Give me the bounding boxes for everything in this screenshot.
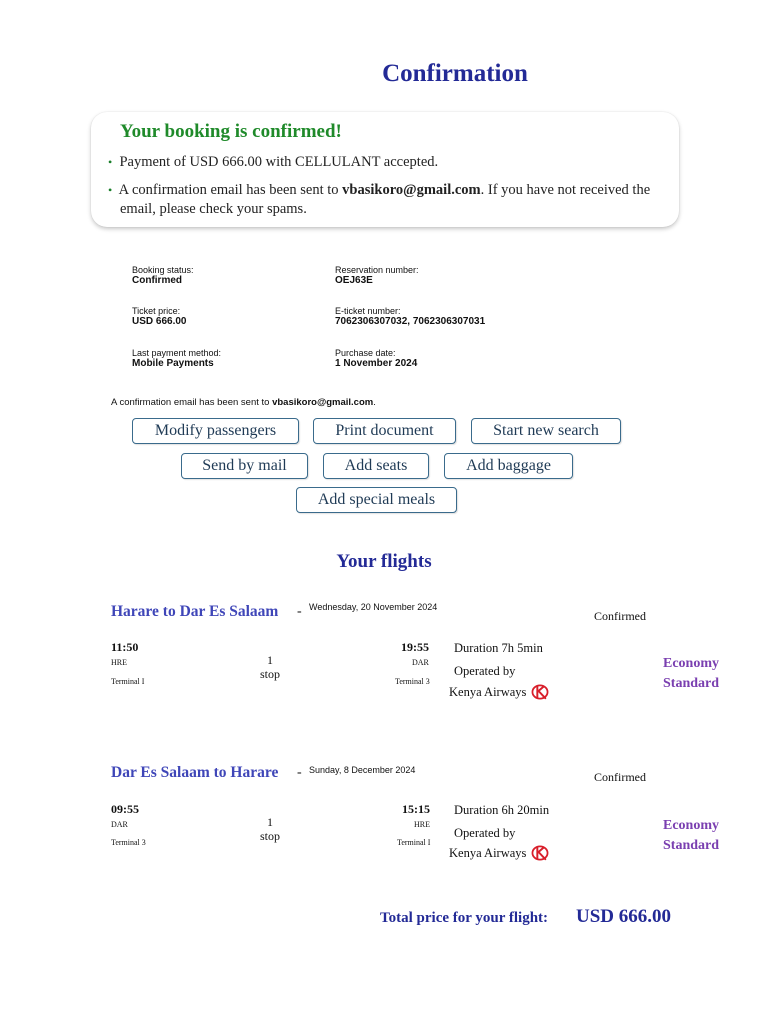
email-sent-prefix: A confirmation email has been sent to bbox=[118, 182, 343, 198]
email-sent-line bbox=[108, 181, 650, 200]
eticket-number bbox=[335, 306, 485, 327]
email-note-prefix: A confirmation email has been sent to bbox=[111, 397, 273, 408]
confirmation-card-title: Your booking is confirmed! bbox=[120, 121, 342, 142]
route-date-separator: - bbox=[297, 604, 302, 619]
eticket-number-label: E-ticket number: bbox=[335, 306, 401, 316]
email-note bbox=[111, 397, 376, 408]
flight-status: Confirmed bbox=[594, 770, 646, 784]
purchase-date-label: Purchase date: bbox=[335, 348, 396, 358]
fare-type: Standard bbox=[663, 838, 720, 853]
print-document-button[interactable]: Print document bbox=[313, 418, 456, 444]
payment-accepted-text: Payment of USD 666.00 with CELLULANT accepted. bbox=[119, 154, 439, 170]
ticket-price-value: USD 666.00 bbox=[132, 316, 187, 327]
kenya-airways-logo-icon bbox=[531, 684, 549, 700]
purchase-date bbox=[335, 348, 417, 369]
reservation-number-label: Reservation number: bbox=[335, 265, 419, 275]
start-new-search-button[interactable]: Start new search bbox=[471, 418, 621, 444]
stops-info bbox=[250, 815, 290, 843]
flight-duration: Duration 6h 20min bbox=[454, 803, 550, 817]
arrival-time: 19:55 bbox=[401, 640, 429, 654]
total-price-value: USD 666.00 bbox=[576, 906, 672, 927]
operated-by-label: Operated by bbox=[454, 826, 516, 840]
cabin-info bbox=[663, 816, 719, 856]
flight-duration: Duration 7h 5min bbox=[454, 641, 543, 655]
operated-by-label: Operated by bbox=[454, 664, 516, 678]
arrival-airport: HRE bbox=[414, 820, 430, 829]
stops-count: 1 bbox=[267, 815, 273, 829]
payment-method-label: Last payment method: bbox=[132, 348, 222, 358]
fare-type: Standard bbox=[663, 676, 720, 691]
kenya-airways-logo-icon bbox=[531, 845, 549, 861]
airline-name: Kenya Airways bbox=[449, 846, 527, 860]
departure-terminal: Terminal I bbox=[111, 677, 145, 686]
arrival-airport: DAR bbox=[412, 658, 429, 667]
arrival-terminal: Terminal 3 bbox=[395, 677, 430, 686]
flight-date: Sunday, 8 December 2024 bbox=[309, 765, 416, 775]
stops-info bbox=[250, 653, 290, 681]
stops-label: stop bbox=[259, 829, 280, 843]
cabin-class: Economy bbox=[663, 656, 719, 671]
cabin-class: Economy bbox=[663, 818, 719, 833]
departure-airport: HRE bbox=[111, 658, 127, 667]
add-seats-button[interactable]: Add seats bbox=[323, 453, 429, 479]
email-note-address: vbasikoro@gmail.com bbox=[272, 397, 374, 408]
departure-airport: DAR bbox=[111, 820, 128, 829]
departure-terminal: Terminal 3 bbox=[111, 838, 146, 847]
email-sent-line-2: email, please check your spams. bbox=[120, 201, 307, 217]
your-flights-heading: Your flights bbox=[336, 551, 432, 572]
purchase-date-value: 1 November 2024 bbox=[335, 358, 418, 369]
stops-label: stop bbox=[259, 667, 280, 681]
flight-route: Dar Es Salaam to Harare bbox=[111, 764, 279, 781]
arrival-terminal: Terminal I bbox=[397, 838, 431, 847]
email-note-suffix: . bbox=[373, 397, 376, 408]
total-price-label: Total price for your flight: bbox=[380, 910, 549, 926]
stops-count: 1 bbox=[267, 653, 273, 667]
booking-status bbox=[132, 265, 194, 286]
ticket-price-label: Ticket price: bbox=[132, 306, 181, 316]
airline-name: Kenya Airways bbox=[449, 685, 527, 699]
modify-passengers-button[interactable]: Modify passengers bbox=[132, 418, 299, 444]
add-baggage-button[interactable]: Add baggage bbox=[444, 453, 573, 479]
page-title: Confirmation bbox=[382, 60, 528, 87]
payment-accepted-line bbox=[108, 153, 438, 172]
email-sent-suffix: . If you have not received the bbox=[480, 182, 651, 198]
departure-time: 09:55 bbox=[111, 802, 139, 816]
route-date-separator: - bbox=[297, 765, 302, 780]
payment-method-value: Mobile Payments bbox=[132, 358, 214, 369]
cabin-info bbox=[663, 654, 719, 694]
flight-date: Wednesday, 20 November 2024 bbox=[309, 602, 438, 612]
flight-route: Harare to Dar Es Salaam bbox=[111, 603, 279, 620]
email-sent-address: vbasikoro@gmail.com bbox=[342, 182, 481, 198]
booking-status-value: Confirmed bbox=[132, 275, 182, 286]
arrival-time: 15:15 bbox=[402, 802, 430, 816]
reservation-number-value: OEJ63E bbox=[335, 275, 373, 286]
bullet-icon: • bbox=[108, 155, 113, 169]
bullet-icon: • bbox=[108, 183, 113, 197]
eticket-number-value: 7062306307032, 7062306307031 bbox=[335, 316, 486, 327]
send-by-mail-button[interactable]: Send by mail bbox=[181, 453, 308, 479]
flight-status: Confirmed bbox=[594, 609, 646, 623]
add-special-meals-button[interactable]: Add special meals bbox=[296, 487, 457, 513]
ticket-price bbox=[132, 306, 186, 327]
booking-status-label: Booking status: bbox=[132, 265, 194, 275]
departure-time: 11:50 bbox=[111, 640, 139, 654]
reservation-number bbox=[335, 265, 419, 286]
payment-method bbox=[132, 348, 221, 369]
